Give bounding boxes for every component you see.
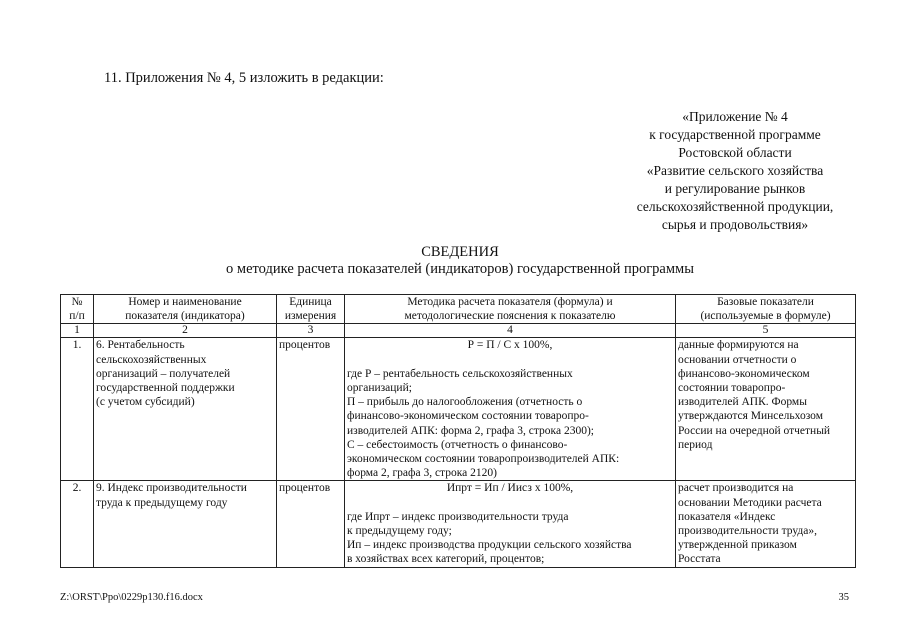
header-line: показателя (индикатора) xyxy=(125,310,245,323)
text-line: утверждаются Минсельхозом xyxy=(678,410,823,423)
header-line: (используемые в формуле) xyxy=(700,310,831,323)
header-line: Единица xyxy=(289,296,332,308)
text-line: 9. Индекс производительности xyxy=(96,482,247,495)
unit-cell: процентов xyxy=(277,481,345,567)
text-line: данные формируются на xyxy=(678,339,799,352)
text-line: организаций; xyxy=(347,382,412,394)
header-cell-num xyxy=(61,295,94,324)
text-line: изводителей АПК. Формы xyxy=(678,396,807,409)
header-line: № xyxy=(71,296,83,308)
unit-cell: процентов xyxy=(277,338,345,481)
base-indicators-cell xyxy=(676,481,856,567)
text-line: период xyxy=(678,438,713,451)
text-line: организаций – получателей xyxy=(96,367,231,380)
table-row xyxy=(61,481,856,567)
text-line: (с учетом субсидий) xyxy=(96,396,195,409)
appendix-line: сырья и продовольствия» xyxy=(661,217,809,232)
header-cell-name xyxy=(94,295,277,324)
text-line: изводителей АПК: форма 2, графа 3, строка 2300); xyxy=(347,424,594,437)
document-title xyxy=(60,244,860,278)
title-heading: СВЕДЕНИЯ xyxy=(421,244,499,260)
intro-text: 11. Приложения № 4, 5 изложить в редакции: xyxy=(104,70,384,86)
text-line: Росстата xyxy=(678,553,721,566)
appendix-reference-block xyxy=(600,108,870,234)
text-line: где Ипрт – индекс производительности труда xyxy=(347,510,569,523)
text-line: финансово-экономическом состоянии товаропро- xyxy=(347,410,589,423)
appendix-line: «Приложение № 4 xyxy=(682,109,788,124)
column-number: 3 xyxy=(277,324,345,338)
text-line: в хозяйствах всех категорий, процентов; xyxy=(347,553,545,566)
column-number: 4 xyxy=(345,324,676,338)
appendix-line: сельскохозяйственной продукции, xyxy=(636,199,834,214)
title-subheading: о методике расчета показателей (индикаторов) государственной программы xyxy=(226,261,694,277)
table-row xyxy=(61,338,856,481)
appendix-line: и регулирование рынков xyxy=(664,181,806,196)
text-line: государственной поддержки xyxy=(96,382,235,395)
header-cell-unit xyxy=(277,295,345,324)
file-path: Z:\ORST\Ppo\0229p130.f16.docx xyxy=(60,592,203,603)
formula: Р = П / С x 100%, xyxy=(467,339,553,352)
page-number: 35 xyxy=(838,592,849,603)
indicator-name-cell xyxy=(94,481,277,567)
header-line: Базовые показатели xyxy=(717,296,814,308)
appendix-line: «Развитие сельского хозяйства xyxy=(646,163,824,178)
header-line: Номер и наименование xyxy=(128,296,242,308)
text-line: Ип – индекс производства продукции сельского хозяйства xyxy=(347,539,632,552)
text-line: основании отчетности о xyxy=(678,353,797,366)
column-number: 2 xyxy=(94,324,277,338)
indicator-name-cell xyxy=(94,338,277,481)
table-header-row xyxy=(61,295,856,324)
text-line: России на очередной отчетный xyxy=(678,424,831,437)
text-line: С – себестоимость (отчетность о финансово- xyxy=(347,438,568,451)
base-indicators-cell xyxy=(676,338,856,481)
appendix-line: Ростовской области xyxy=(678,145,792,160)
text-line: сельскохозяйственных xyxy=(96,353,207,366)
blank-line xyxy=(347,496,673,510)
header-cell-method xyxy=(345,295,676,324)
blank-line xyxy=(347,353,673,367)
method-cell xyxy=(345,338,676,481)
text-line: труда к предыдущему году xyxy=(96,496,228,509)
text-line: расчет производится на xyxy=(678,482,794,495)
text-line: к предыдущему году; xyxy=(347,525,452,538)
header-line: Методика расчета показателя (формула) и xyxy=(407,296,613,308)
header-line: п/п xyxy=(69,310,85,323)
appendix-line: к государственной программе xyxy=(649,127,821,142)
text-line: производительности труда», xyxy=(678,525,817,538)
text-line: П – прибыль до налогообложения (отчетность о xyxy=(347,396,583,409)
text-line: утвержденной приказом xyxy=(678,539,797,552)
row-number: 1. xyxy=(61,338,94,481)
row-number: 2. xyxy=(61,481,94,567)
text-line: экономическом состоянии товаропроизводителей АПК: xyxy=(347,453,620,466)
text-line: основании Методики расчета xyxy=(678,496,822,509)
method-cell xyxy=(345,481,676,567)
text-line: показателя «Индекс xyxy=(678,510,776,523)
column-number: 1 xyxy=(61,324,94,338)
formula: Ипрт = Ип / Иисз x 100%, xyxy=(446,482,574,495)
column-number: 5 xyxy=(676,324,856,338)
column-number-row xyxy=(61,324,856,338)
text-line: где Р – рентабельность сельскохозяйственных xyxy=(347,367,573,380)
text-line: состоянии товаропро- xyxy=(678,382,786,395)
text-line: форма 2, графа 3, строка 2120) xyxy=(347,467,497,480)
text-line: 6. Рентабельность xyxy=(96,339,185,352)
indicators-table xyxy=(60,294,856,568)
header-cell-base xyxy=(676,295,856,324)
header-line: измерения xyxy=(284,310,337,323)
header-line: методологические пояснения к показателю xyxy=(404,310,616,323)
text-line: финансово-экономическом xyxy=(678,367,810,380)
